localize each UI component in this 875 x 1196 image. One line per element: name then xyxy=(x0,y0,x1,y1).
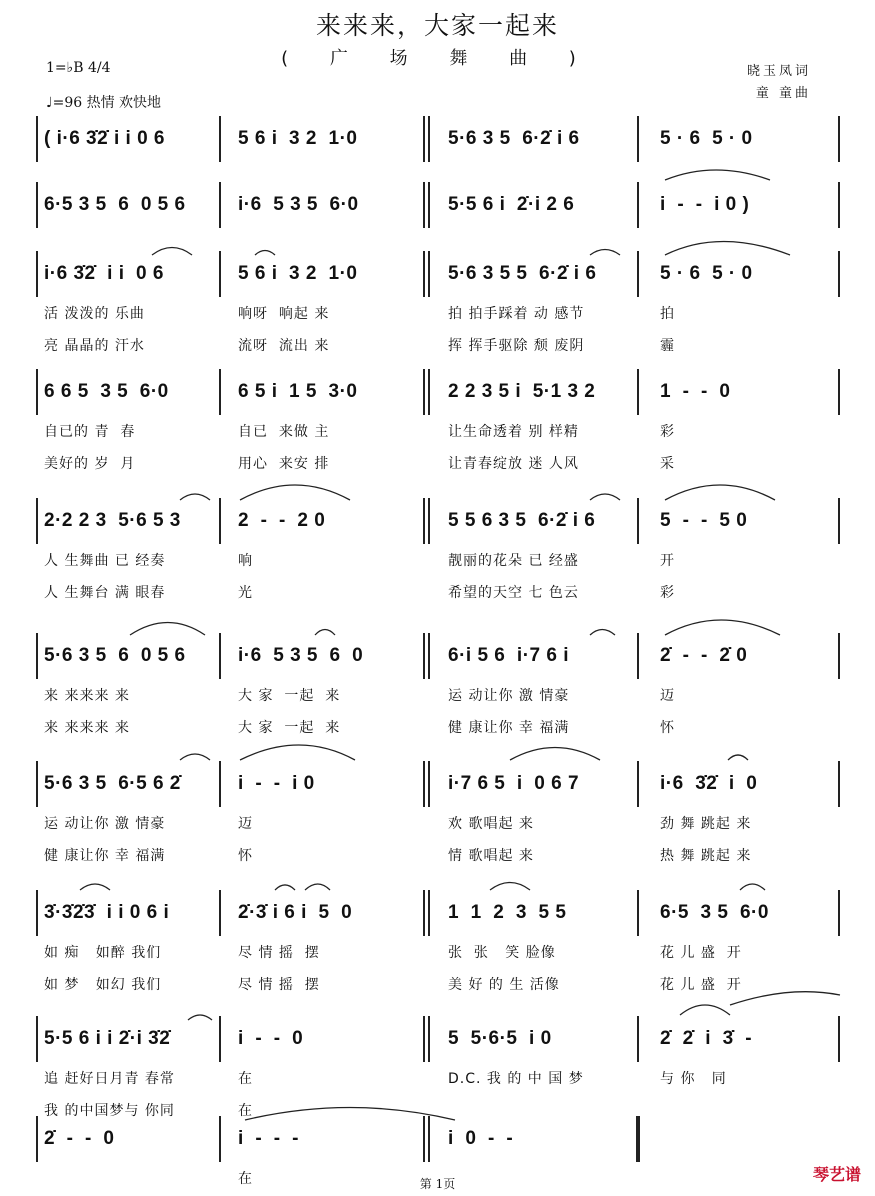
lyric-line-2: 大 家 一起 来 xyxy=(238,720,341,736)
bar-line xyxy=(428,1016,430,1062)
lyric-line-2: 彩 xyxy=(660,585,675,601)
bar-line xyxy=(637,116,639,162)
lyric-line-2: 尽 情 摇 摆 xyxy=(238,977,320,993)
bar-line xyxy=(219,890,221,936)
bar-line xyxy=(637,182,639,228)
tempo-marking: ♩=96 热情 欢快地 xyxy=(46,95,162,111)
measure-notes: 5·6 3 5 6·2̇ i 6 xyxy=(448,128,580,149)
bar-line xyxy=(838,890,840,936)
lyric-line-1: 运 动让你 激 情豪 xyxy=(44,816,166,832)
bar-line xyxy=(838,116,840,162)
lyric-line-1: 彩 xyxy=(660,424,675,440)
bar-line xyxy=(219,251,221,297)
page-number: 第 1页 xyxy=(419,1177,456,1191)
lyric-line-1: 运 动让你 激 情豪 xyxy=(448,688,570,704)
measure-notes: i·6 5 3 5 6 0 xyxy=(238,645,364,666)
lyric-line-2: 热 舞 跳起 来 xyxy=(660,848,752,864)
lyric-line-1: 劲 舞 跳起 来 xyxy=(660,816,752,832)
measure-notes: 6·5 3 5 6·0 xyxy=(660,902,769,923)
lyric-line-1: 自已的 青 春 xyxy=(44,424,136,440)
lyric-line-1: 拍 拍手踩着 动 感节 xyxy=(448,306,585,322)
bar-line xyxy=(428,116,430,162)
lyric-line-1: 花 儿 盛 开 xyxy=(660,945,742,961)
song-subtitle: ( 广 场 舞 曲 ) xyxy=(281,48,594,69)
measure-notes: 6·i 5 6 i·7 6 i xyxy=(448,645,569,666)
measure-notes: i·6 3̇2̇ i i 0 6 xyxy=(44,263,164,284)
lyric-line-1: 开 xyxy=(660,553,675,569)
double-bar-line xyxy=(423,633,425,679)
double-bar-line xyxy=(423,116,425,162)
bar-line xyxy=(36,761,38,807)
bar-line xyxy=(219,116,221,162)
bar-line xyxy=(36,1116,38,1162)
bar-line xyxy=(637,761,639,807)
lyric-line-2: 来 来来来 来 xyxy=(44,720,130,736)
bar-line xyxy=(838,633,840,679)
measure-notes: 6 5 i 1 5 3·0 xyxy=(238,381,358,402)
lyric-line-1: 响 xyxy=(238,553,253,569)
measure-notes: 5 - - 5 0 xyxy=(660,510,748,531)
bar-line xyxy=(838,498,840,544)
lyric-line-1: 响呀 响起 来 xyxy=(238,306,330,322)
lyric-line-2: 采 xyxy=(660,456,675,472)
lyric-line-2: 挥 挥手驱除 颓 废阴 xyxy=(448,338,585,354)
bar-line xyxy=(637,1016,639,1062)
bar-line xyxy=(838,369,840,415)
bar-line xyxy=(838,182,840,228)
measure-notes: 2·2 2 3 5·6 5 3 xyxy=(44,510,181,531)
measure-notes: 5·6 3 5 6·5 6 2̇ xyxy=(44,773,181,794)
lyric-line-1: 拍 xyxy=(660,306,675,322)
double-bar-line xyxy=(423,761,425,807)
measure-notes: 5 5 6 3 5 6·2̇ i 6 xyxy=(448,510,596,531)
lyric-line-2: 健 康让你 幸 福满 xyxy=(44,848,166,864)
bar-line xyxy=(838,1016,840,1062)
bar-line xyxy=(36,498,38,544)
double-bar-line xyxy=(423,1116,425,1162)
double-bar-line xyxy=(423,369,425,415)
lyric-line-2: 亮 晶晶的 汗水 xyxy=(44,338,145,354)
measure-notes: i - - i 0 ) xyxy=(660,194,750,215)
lyric-line-1: 大 家 一起 来 xyxy=(238,688,341,704)
bar-line xyxy=(637,890,639,936)
lyric-line-1: 追 赶好日月青 春常 xyxy=(44,1071,175,1087)
bar-line xyxy=(428,633,430,679)
lyric-line-2: 人 生舞台 满 眼春 xyxy=(44,585,166,601)
song-title: 来来来，大家一起来 xyxy=(315,11,559,40)
bar-line xyxy=(428,498,430,544)
lyric-line-2: 在 xyxy=(238,1103,253,1119)
composer-credit: 童 童曲 xyxy=(755,86,811,101)
lyric-line-1: 张 张 笑 脸像 xyxy=(448,945,556,961)
measure-notes: 1 1 2 3 5 5 xyxy=(448,902,567,923)
measure-notes: 5 · 6 5 · 0 xyxy=(660,263,753,284)
measure-notes: i·6 5 3 5 6·0 xyxy=(238,194,359,215)
measure-notes: ( i·6 3̇2̇ i i 0 6 xyxy=(44,128,165,149)
lyric-line-1: 欢 歌唱起 来 xyxy=(448,816,534,832)
measure-notes: 5 · 6 5 · 0 xyxy=(660,128,753,149)
lyric-line-1: D.C. 我 的 中 国 梦 xyxy=(448,1071,584,1087)
lyric-line-1: 迈 xyxy=(238,816,253,832)
bar-line xyxy=(428,761,430,807)
lyric-line-2: 希望的天空 七 色云 xyxy=(448,585,579,601)
measure-notes: 5 6 i 3 2 1·0 xyxy=(238,263,358,284)
site-logo: 琴艺谱 xyxy=(812,1165,861,1184)
measure-notes: 5·5 6 i 2̇·i 2 6 xyxy=(448,194,575,215)
lyric-line-1: 在 xyxy=(238,1171,253,1187)
bar-line xyxy=(838,761,840,807)
double-bar-line xyxy=(423,890,425,936)
measure-notes: 5 6 i 3 2 1·0 xyxy=(238,128,358,149)
lyric-line-2: 霾 xyxy=(660,338,675,354)
bar-line xyxy=(637,498,639,544)
bar-line xyxy=(219,761,221,807)
measure-notes: i - - 0 xyxy=(238,1028,304,1049)
lyric-line-2: 用心 来安 排 xyxy=(238,456,330,472)
lyric-line-2: 让青春绽放 迷 人风 xyxy=(448,456,579,472)
double-bar-line xyxy=(423,182,425,228)
lyric-line-1: 如 痴 如醉 我们 xyxy=(44,945,162,961)
measure-notes: 2̇·3̇ i 6 i 5 0 xyxy=(238,902,353,923)
bar-line xyxy=(838,251,840,297)
key-signature: 1=♭B 4/4 xyxy=(46,60,111,76)
lyric-line-1: 迈 xyxy=(660,688,675,704)
bar-line xyxy=(219,498,221,544)
measure-notes: 2̇ - - 0 xyxy=(44,1128,115,1149)
measure-notes: i - - - xyxy=(238,1128,299,1149)
bar-line xyxy=(36,890,38,936)
bar-line xyxy=(428,890,430,936)
lyric-line-2: 怀 xyxy=(660,720,675,736)
bar-line xyxy=(428,251,430,297)
bar-line xyxy=(36,1016,38,1062)
bar-line xyxy=(428,369,430,415)
lyric-line-1: 尽 情 摇 摆 xyxy=(238,945,320,961)
measure-notes: 2 2 3 5 i 5·1 3 2 xyxy=(448,381,596,402)
bar-line xyxy=(428,182,430,228)
measure-notes: i·7 6 5 i 0 6 7 xyxy=(448,773,580,794)
measure-notes: 5·6 3 5 6 0 5 6 xyxy=(44,645,186,666)
measure-notes: 6·5 3 5 6 0 5 6 xyxy=(44,194,186,215)
double-bar-line xyxy=(423,251,425,297)
lyric-line-2: 美好的 岁 月 xyxy=(44,456,136,472)
measure-notes: i - - i 0 xyxy=(238,773,315,794)
measure-notes: i 0 - - xyxy=(448,1128,514,1149)
bar-line xyxy=(637,251,639,297)
lyric-line-2: 我 的中国梦与 你同 xyxy=(44,1103,175,1119)
lyric-line-1: 让生命透着 别 样精 xyxy=(448,424,579,440)
bar-line xyxy=(428,1116,430,1162)
bar-line xyxy=(36,116,38,162)
lyric-line-2: 怀 xyxy=(238,848,253,864)
bar-line xyxy=(36,633,38,679)
lyric-line-1: 活 泼泼的 乐曲 xyxy=(44,306,145,322)
lyric-line-2: 流呀 流出 来 xyxy=(238,338,330,354)
measure-notes: 5·6 3 5 5 6·2̇ i 6 xyxy=(448,263,597,284)
bar-line xyxy=(36,251,38,297)
lyric-line-2: 如 梦 如幻 我们 xyxy=(44,977,162,993)
bar-line xyxy=(219,1116,221,1162)
bar-line xyxy=(36,182,38,228)
double-bar-line xyxy=(423,1016,425,1062)
bar-line xyxy=(219,633,221,679)
bar-line xyxy=(219,369,221,415)
lyric-line-1: 与 你 同 xyxy=(660,1071,727,1087)
lyric-line-1: 人 生舞曲 已 经奏 xyxy=(44,553,166,569)
lyric-line-1: 靓丽的花朵 已 经盛 xyxy=(448,553,579,569)
measure-notes: 1 - - 0 xyxy=(660,381,731,402)
lyricist-credit: 晓玉凤词 xyxy=(746,64,811,79)
bar-line xyxy=(637,633,639,679)
lyric-line-1: 来 来来来 来 xyxy=(44,688,130,704)
lyric-line-2: 情 歌唱起 来 xyxy=(448,848,534,864)
bar-line xyxy=(36,369,38,415)
lyric-line-2: 美 好 的 生 活像 xyxy=(448,977,560,993)
measure-notes: 2̇ - - 2̇ 0 xyxy=(660,645,748,666)
measure-notes: 2 - - 2 0 xyxy=(238,510,326,531)
bar-line xyxy=(219,182,221,228)
measure-notes: 2̇ 2̇ i 3̇ - xyxy=(660,1028,753,1049)
lyric-line-1: 自已 来做 主 xyxy=(238,424,330,440)
lyric-line-2: 花 儿 盛 开 xyxy=(660,977,742,993)
final-bar-line xyxy=(636,1116,640,1162)
bar-line xyxy=(637,369,639,415)
measure-notes: 3̇·3̇2̇3̇ i i 0 6 i xyxy=(44,902,170,923)
bar-line xyxy=(219,1016,221,1062)
lyric-line-2: 光 xyxy=(238,585,253,601)
measure-notes: 5·5 6 i i 2̇·i 3̇2̇ xyxy=(44,1028,171,1049)
lyric-line-2: 健 康让你 幸 福满 xyxy=(448,720,570,736)
measure-notes: 6 6 5 3 5 6·0 xyxy=(44,381,169,402)
double-bar-line xyxy=(423,498,425,544)
measure-notes: 5 5·6·5 i 0 xyxy=(448,1028,552,1049)
measure-notes: i·6 3̇2̇ i 0 xyxy=(660,773,758,794)
lyric-line-1: 在 xyxy=(238,1071,253,1087)
